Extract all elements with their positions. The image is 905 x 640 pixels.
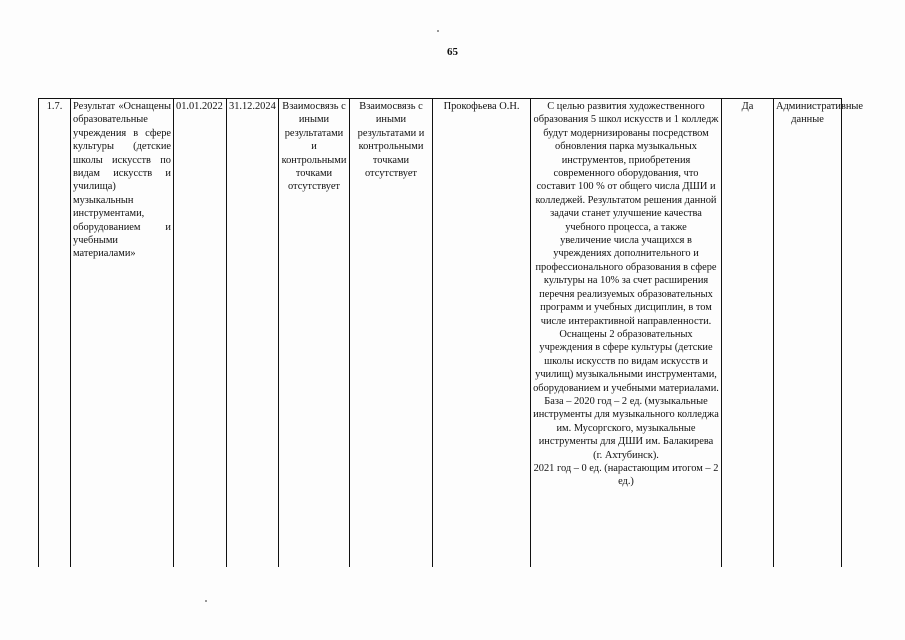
row-index: 1.7. — [39, 99, 71, 568]
start-date-cell: 01.01.2022 — [174, 99, 227, 568]
table-row — [39, 99, 842, 568]
plan-table — [38, 98, 864, 567]
end-date-cell: 31.12.2024 — [227, 99, 279, 568]
link-results-cell: Взаимосвязь с иными результатами и контрольными точками отсутствует — [279, 99, 350, 568]
description-paragraph: С целью развития художественного образования 5 школ искусств и 1 колледж будут модернизированы посредством обновления парка музыкальных инструментов, приобретения современного оборудования, что составит 100 % от общего числа ДШИ и колледжей. Результатом решения данной задачи станет улучшение качества учебного процесса, а также — [533, 101, 719, 233]
description-paragraph: Оснащены 2 образовательных учреждения в сфере культуры (детские школы искусств по видам искусств и училищ) музыкальными инструментами, оборудованием и учебными материалами. — [533, 328, 719, 394]
scan-speck — [437, 30, 439, 32]
scan-speck — [205, 600, 207, 602]
source-cell: Административные данные — [774, 99, 842, 568]
page-number: 65 — [447, 46, 458, 58]
result-cell: Результат «Оснащены образовательные учреждения в сфере культуры (детские школы искусств по видам искусств и училища) музыкальнын инструментами, оборудованием и учебными материалами» — [71, 99, 174, 568]
description-paragraph: База – 2020 год – 2 ед. (музыкальные инструменты для музыкального колледжа им. Мусоргского, музыкальные инструменты для ДШИ им. Балакирева (г. Ахтубинск). — [533, 395, 719, 461]
description-paragraph: 2021 год – 0 ед. (нарастающим итогом – 2 ед.) — [533, 462, 719, 488]
description-paragraph: увеличение числа учащихся в учреждениях дополнительного и профессионального образования в сфере культуры на 10% за счет расширения перечня реализуемых образовательных программ и учебных дисциплин, в том числе интерактивной направленности. — [535, 235, 717, 327]
link-projects-cell: Взаимосвязь с иными результатами и контрольными точками отсутствует — [350, 99, 433, 568]
description-cell — [531, 99, 722, 568]
responsible-cell: Прокофьева О.Н. — [433, 99, 531, 568]
flag-cell: Да — [722, 99, 774, 568]
